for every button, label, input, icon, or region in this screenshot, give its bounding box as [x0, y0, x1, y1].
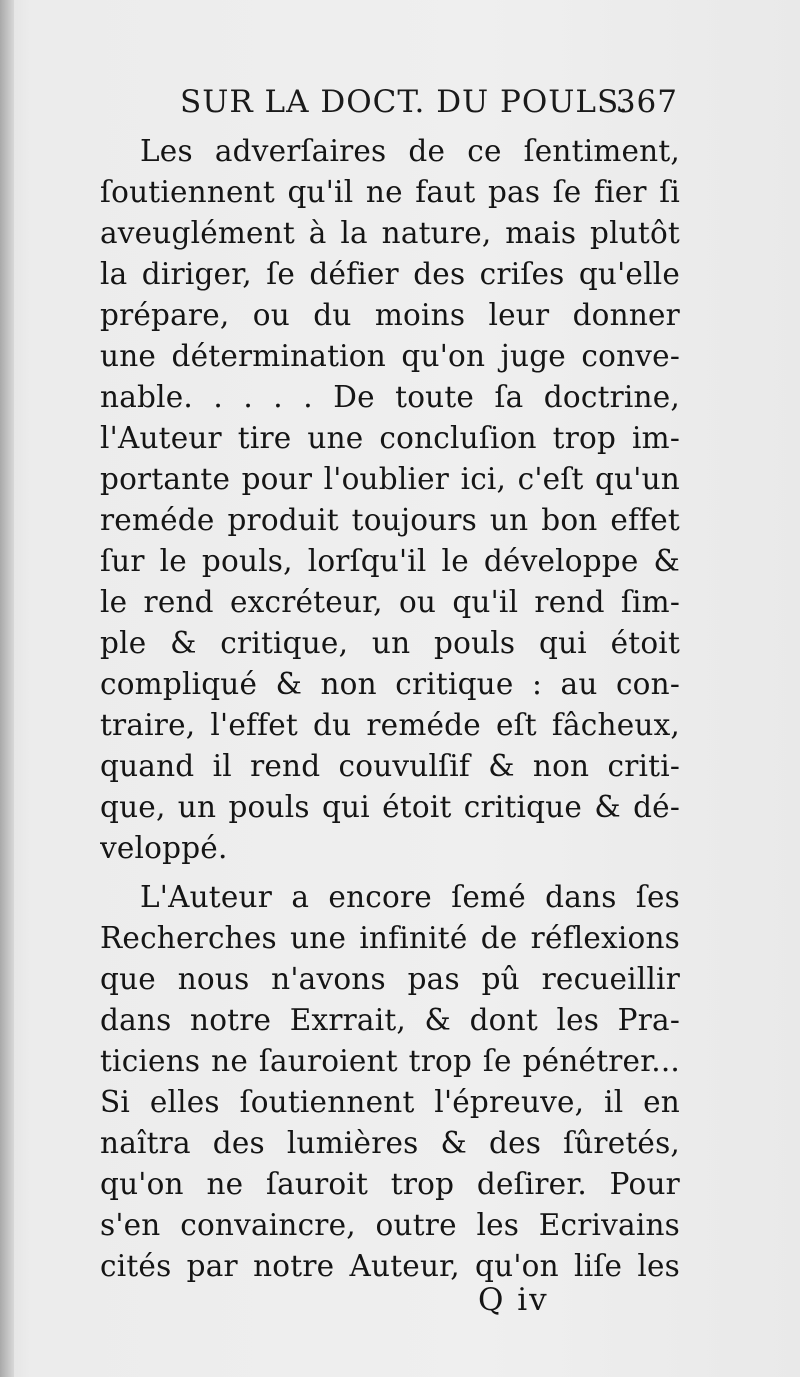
text-line: Si elles ſoutiennent l'épreuve, il en: [100, 1085, 680, 1119]
text-line: prépare, ou du moins leur donner: [100, 298, 680, 332]
running-head: [180, 80, 680, 126]
text-line: le rend excréteur, ou qu'il rend ſim-: [100, 585, 680, 619]
text-line: reméde produit toujours un bon effet: [100, 503, 680, 537]
text-line: nable. . . . . De toute ſa doctrine,: [100, 380, 680, 414]
text-line: qu'on ne ſauroit trop deſirer. Pour: [100, 1167, 680, 1201]
text-line: L'Auteur a encore ſemé dans ſes: [140, 880, 680, 914]
text-line: s'en convaincre, outre les Ecrivains: [100, 1208, 680, 1242]
text-line: aveuglément à la nature, mais plutôt: [100, 216, 680, 250]
text-line: une détermination qu'on juge conve-: [100, 339, 680, 373]
text-line: l'Auteur tire une concluſion trop im-: [100, 421, 680, 455]
text-line: Les adverſaires de ce ſentiment,: [140, 134, 680, 168]
paragraph-gap: [100, 869, 680, 877]
text-line: naîtra des lumières & des ſûretés,: [100, 1126, 680, 1160]
text-line: que nous n'avons pas pû recueillir: [100, 962, 680, 996]
page-number: 367: [615, 84, 678, 120]
signature-mark: Q iv: [478, 1282, 549, 1318]
text-line: dans notre Exrrait, & dont les Pra-: [100, 1003, 680, 1037]
text-line: ſoutiennent qu'il ne faut pas ſe fier ſi: [100, 175, 680, 209]
text-line: quand il rend couvulſif & non criti-: [100, 749, 680, 783]
running-head-title: SUR LA DOCT. DU POULS.: [180, 84, 630, 120]
body-text: [100, 131, 680, 1287]
text-line: traire, l'effet du reméde eſt fâcheux,: [100, 708, 680, 742]
text-line: que, un pouls qui étoit critique & dé-: [100, 790, 680, 824]
text-line: ple & critique, un pouls qui étoit: [100, 626, 680, 660]
text-line: ticiens ne ſauroient trop ſe pénétrer...: [100, 1044, 680, 1078]
text-line: compliqué & non critique : au con-: [100, 667, 680, 701]
spine-shadow: [0, 0, 14, 1377]
text-line: ſur le pouls, lorſqu'il le développe &: [100, 544, 680, 578]
text-line: cités par notre Auteur, qu'on liſe les: [100, 1249, 680, 1283]
text-line: portante pour l'oublier ici, c'eſt qu'un: [100, 462, 680, 496]
text-line: Recherches une infinité de réflexions: [100, 921, 680, 955]
text-line: veloppé.: [100, 831, 228, 865]
text-line: la diriger, ſe défier des criſes qu'elle: [100, 257, 680, 291]
